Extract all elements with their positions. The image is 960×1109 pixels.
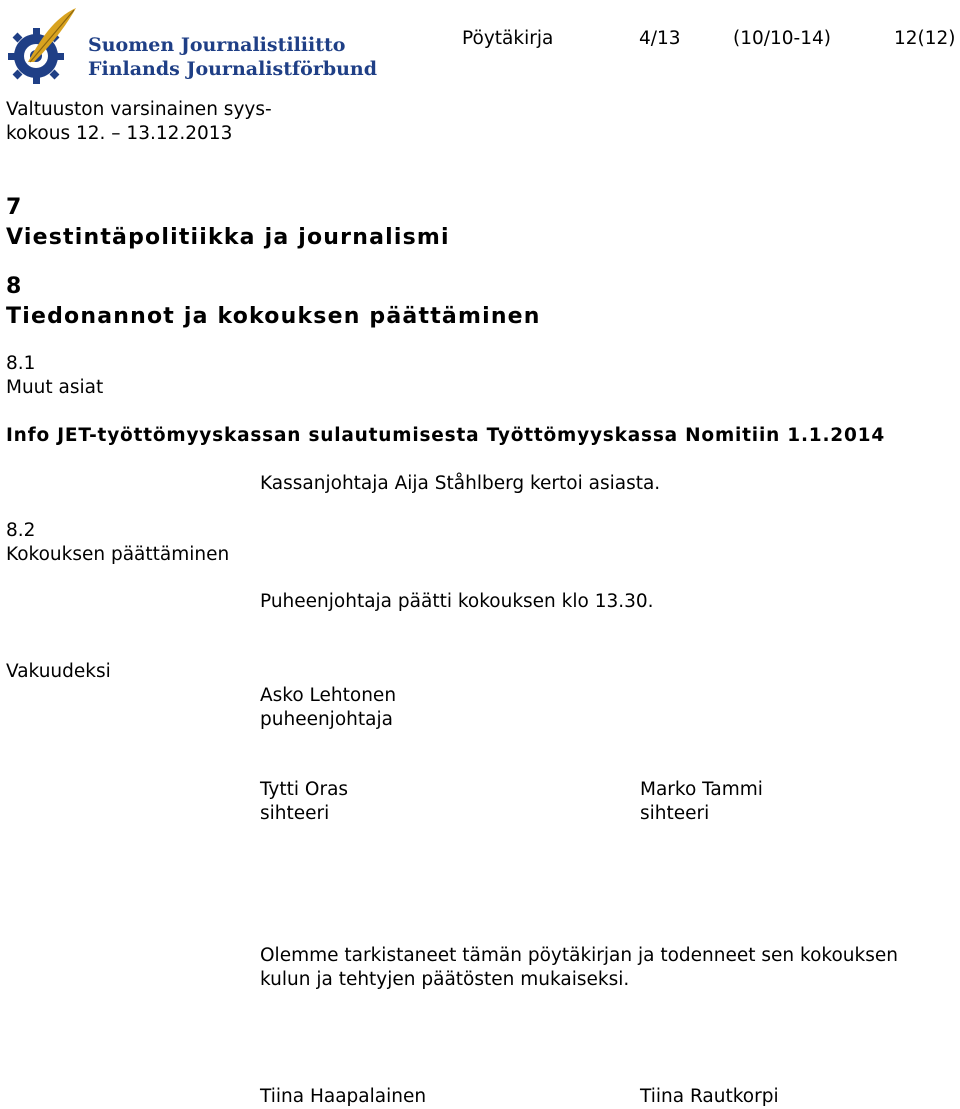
page-number: 12(12)	[894, 28, 956, 49]
section-8-1-body: Kassanjohtaja Aija Ståhlberg kertoi asiasta.	[260, 473, 661, 494]
verification-statement	[260, 944, 898, 992]
org-name-swedish: Finlands Journalistförbund	[88, 58, 378, 80]
secretary-2-signature	[640, 778, 763, 826]
secretary-1-signature	[260, 778, 348, 826]
section-7-title: Viestintäpolitiikka ja journalismi	[6, 225, 450, 250]
secretary-1-role: sihteeri	[260, 803, 330, 824]
document-number: 4/13	[639, 28, 681, 49]
section-8-1-number: 8.1	[6, 353, 36, 374]
secretary-1-name: Tytti Oras	[260, 779, 349, 800]
section-8-number: 8	[6, 274, 23, 299]
checker-2-name: Tiina Rautkorpi	[640, 1086, 779, 1107]
chair-name: Asko Lehtonen	[260, 685, 397, 706]
section-8-2-number: 8.2	[6, 520, 36, 541]
secretary-2-name: Marko Tammi	[640, 779, 763, 800]
meeting-title-line2: kokous 12. – 13.12.2013	[6, 123, 233, 144]
section-8-2-heading	[6, 519, 229, 567]
checker-1-name: Tiina Haapalainen	[260, 1086, 427, 1107]
section-8-1-heading	[6, 352, 103, 400]
feather-gear-emblem-icon	[4, 4, 84, 90]
org-name-finnish: Suomen Journalistiliitto	[88, 34, 346, 56]
section-7-number: 7	[6, 195, 23, 220]
chair-signature	[260, 684, 396, 732]
chair-role: puheenjohtaja	[260, 709, 393, 730]
document-code: (10/10-14)	[733, 28, 831, 49]
section-8-title: Tiedonannot ja kokouksen päättäminen	[6, 304, 541, 329]
verification-line-2: kulun ja tehtyjen päätösten mukaiseksi.	[260, 969, 630, 990]
verification-line-1: Olemme tarkistaneet tämän pöytäkirjan ja todenneet sen kokouksen	[260, 945, 898, 966]
section-8-2-title: Kokouksen päättäminen	[6, 544, 230, 565]
section-8-2-body: Puheenjohtaja päätti kokouksen klo 13.30.	[260, 591, 654, 612]
secretary-2-role: sihteeri	[640, 803, 710, 824]
document-type: Pöytäkirja	[462, 28, 554, 49]
section-8-heading	[6, 272, 541, 332]
section-8-1-info-heading: Info JET-työttömyyskassan sulautumisesta Työttömyyskassa Nomitiin 1.1.2014	[6, 425, 885, 446]
section-8-1-title: Muut asiat	[6, 377, 104, 398]
meeting-title	[6, 98, 272, 146]
meeting-title-line1: Valtuuston varsinainen syys-	[6, 99, 272, 120]
signatures-label: Vakuudeksi	[6, 661, 111, 682]
organization-logo	[4, 4, 378, 90]
section-7-heading	[6, 193, 450, 253]
